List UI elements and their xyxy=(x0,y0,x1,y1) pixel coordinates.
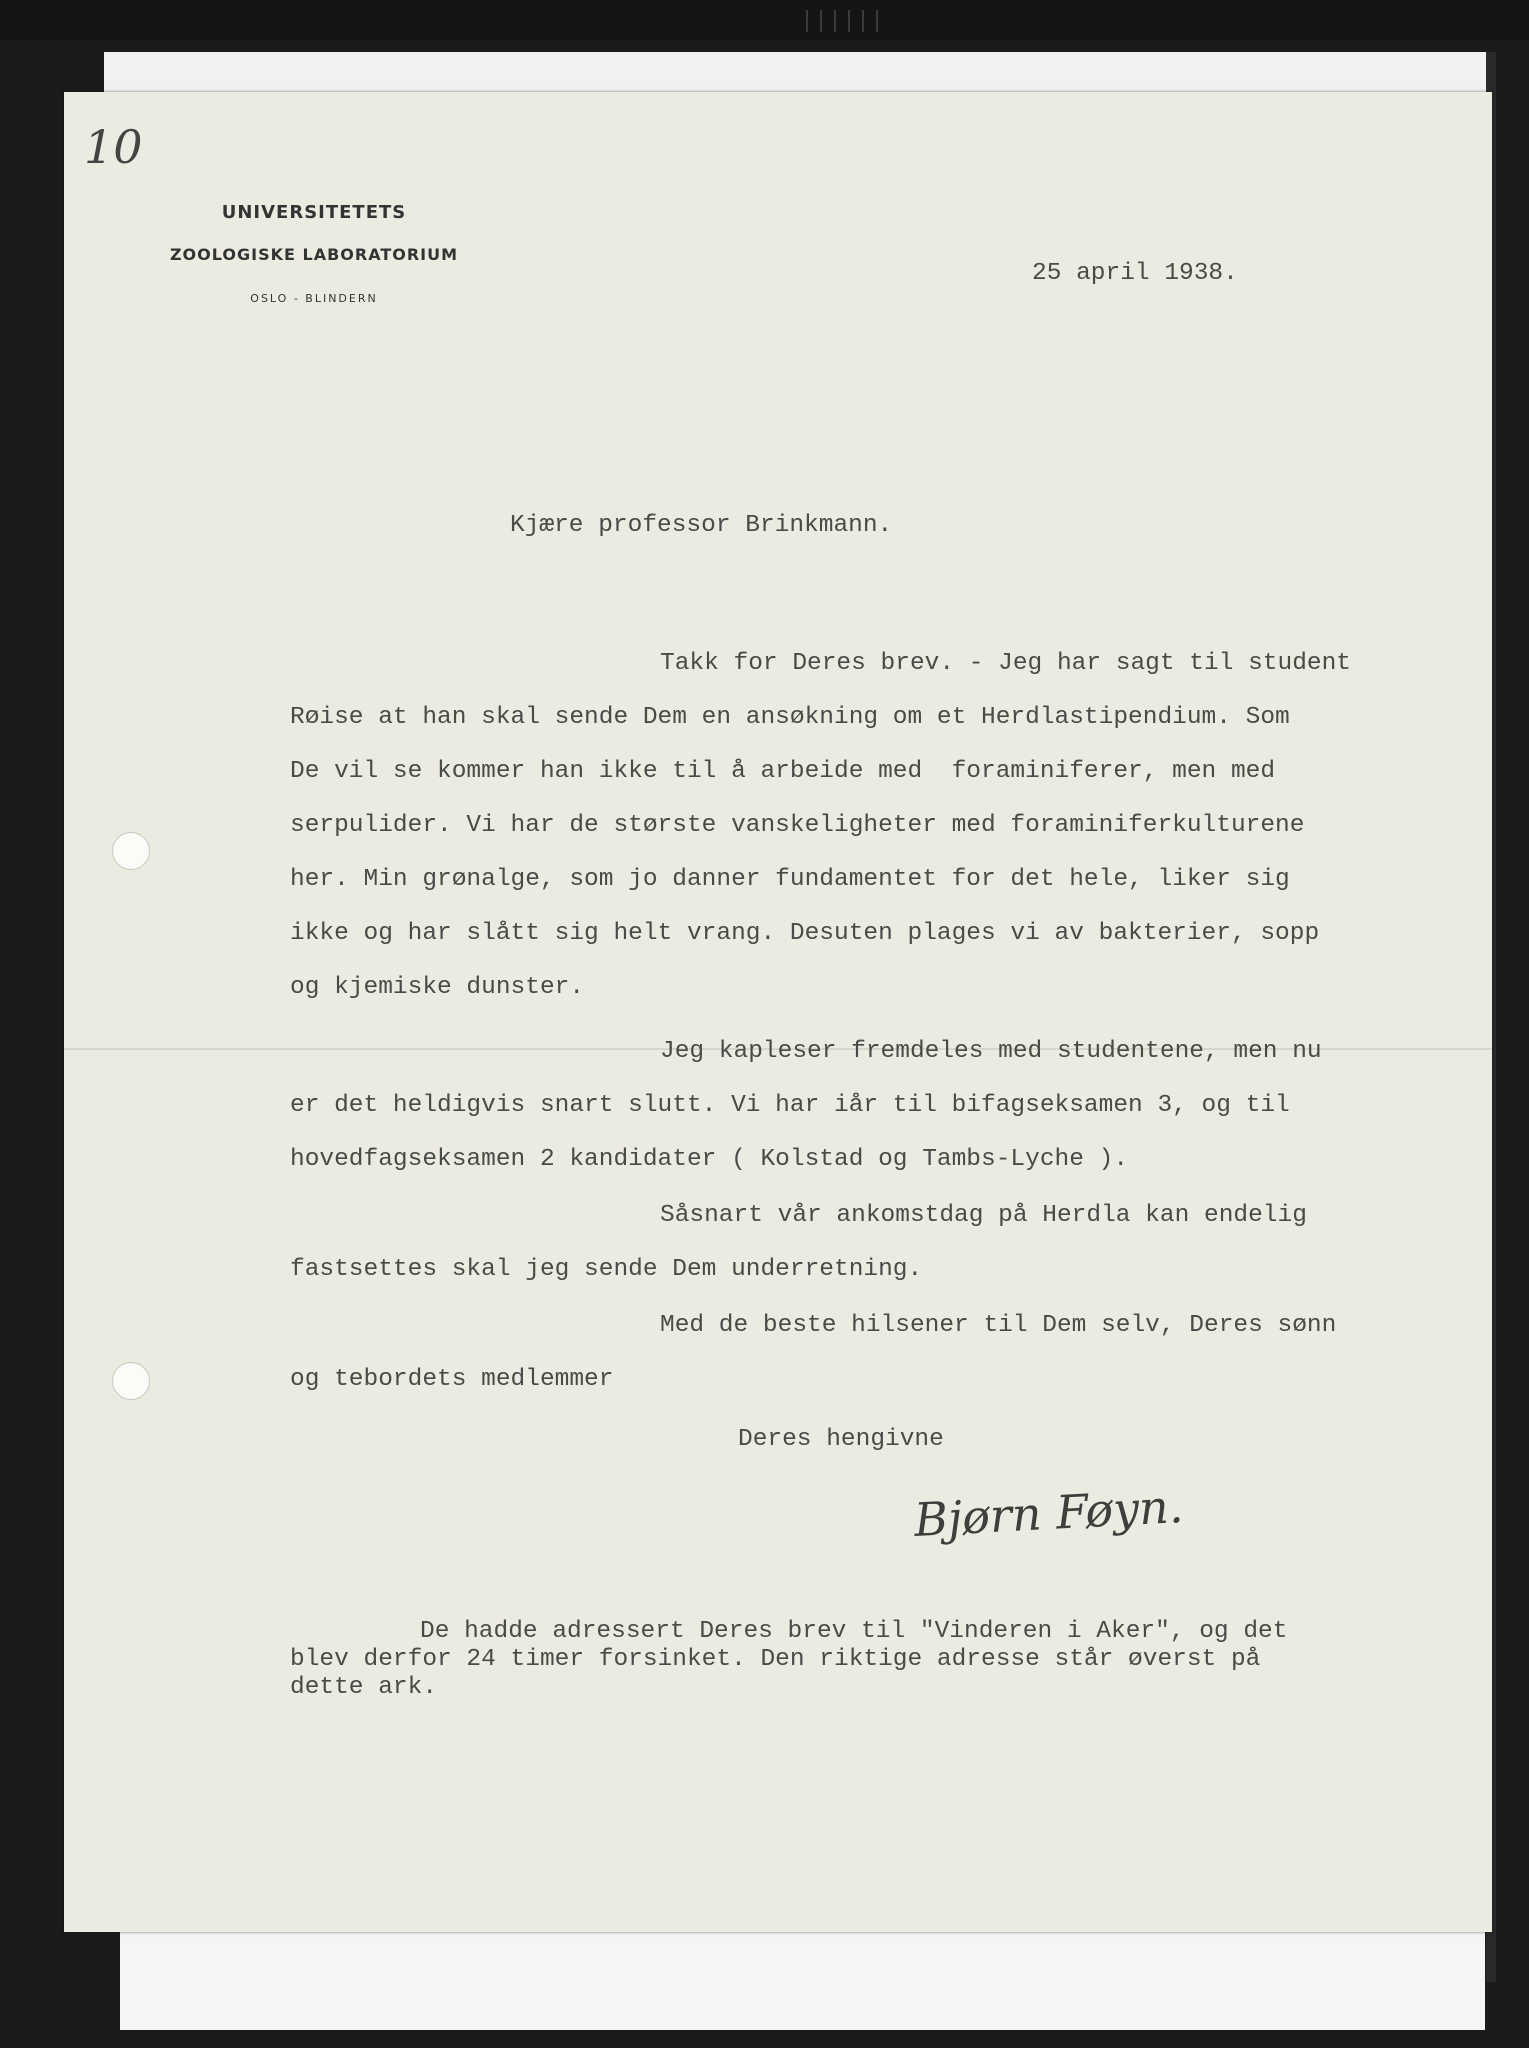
body-line: De vil se kommer han ikke til å arbeide med foraminiferer, men med xyxy=(290,758,1276,785)
punch-hole xyxy=(112,832,150,870)
letterhead xyxy=(164,202,464,305)
ruler-tick xyxy=(820,10,822,32)
body-line: Med de beste hilsener til Dem selv, Deres sønn xyxy=(660,1312,1337,1339)
punch-hole xyxy=(112,1362,150,1400)
body-line: er det heldigvis snart slutt. Vi har iår til bifagseksamen 3, og til xyxy=(290,1092,1290,1119)
handwritten-page-number: 10 xyxy=(84,120,143,174)
letterhead-laboratory: ZOOLOGISKE LABORATORIUM xyxy=(169,245,459,264)
body-line: Røise at han skal sende Dem en ansøkning om et Herdlastipendium. Som xyxy=(290,704,1290,731)
body-line: og kjemiske dunster. xyxy=(290,974,585,1001)
salutation: Kjære professor Brinkmann. xyxy=(510,512,893,539)
body-line: her. Min grønalge, som jo danner fundamentet for det hele, liker sig xyxy=(290,866,1290,893)
body-line: fastsettes skal jeg sende Dem underretning. xyxy=(290,1256,923,1283)
body-line: Såsnart vår ankomstdag på Herdla kan endelig xyxy=(660,1202,1307,1229)
postscript-line: dette ark. xyxy=(290,1674,438,1701)
ruler-tick xyxy=(806,10,808,32)
body-line: hovedfagseksamen 2 kandidater ( Kolstad og Tambs-Lyche ). xyxy=(290,1146,1129,1173)
backing-sheet-bottom xyxy=(120,1930,1485,2030)
body-line: ikke og har slått sig helt vrang. Desuten plages vi av bakterier, sopp xyxy=(290,920,1320,947)
body-line: og tebordets medlemmer xyxy=(290,1366,614,1393)
letterhead-location: OSLO - BLINDERN xyxy=(250,292,378,305)
ruler-tick xyxy=(834,10,836,32)
letterhead-university: UNIVERSITETETS xyxy=(221,202,407,223)
postscript-line: blev derfor 24 timer forsinket. Den riktige adresse står øverst på xyxy=(290,1646,1261,1673)
scanner-top-strip xyxy=(0,0,1529,40)
ruler-tick xyxy=(848,10,850,32)
body-line: serpulider. Vi har de største vanskeligheter med foraminiferkulturene xyxy=(290,812,1305,839)
letter-sheet xyxy=(64,92,1492,1932)
ruler-tick xyxy=(862,10,864,32)
postscript-line: De hadde adressert Deres brev til "Vinderen i Aker", og det xyxy=(420,1618,1288,1645)
closing: Deres hengivne xyxy=(738,1426,944,1453)
body-line: Takk for Deres brev. - Jeg har sagt til student xyxy=(660,650,1352,677)
handwritten-signature: Bjørn Føyn. xyxy=(912,1478,1185,1548)
ruler-tick xyxy=(876,10,878,32)
body-line: Jeg kapleser fremdeles med studentene, men nu xyxy=(660,1038,1322,1065)
letter-date: 25 april 1938. xyxy=(1032,260,1238,287)
